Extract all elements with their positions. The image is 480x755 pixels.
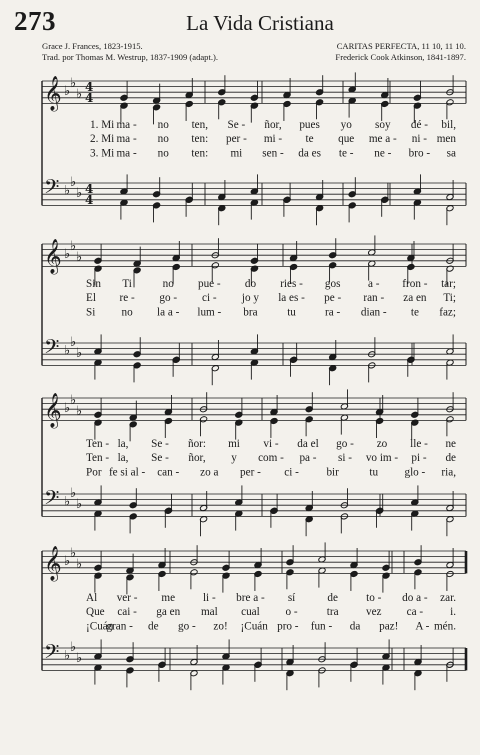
flat-icon: ♭	[76, 651, 83, 667]
lyric-syllable: 2. Mi	[90, 133, 115, 146]
lyric-syllable: ci -	[202, 292, 217, 305]
lyric-syllable: ñor:	[187, 438, 207, 450]
lyric-syllable: bre a -	[236, 592, 265, 604]
flat-icon: ♭	[64, 343, 71, 359]
lyric-syllable: gos	[324, 278, 341, 290]
time-signature-bottom: 4	[85, 91, 94, 105]
bass-clef-icon: 𝄢	[44, 486, 60, 514]
lyric-syllable: dé -	[410, 119, 428, 131]
lyric-syllable: pa -	[299, 452, 317, 465]
lyric-syllable: me	[161, 592, 176, 604]
lyric-syllable: mi -	[263, 133, 283, 146]
lyric-syllable: ni -	[411, 133, 428, 146]
flat-icon: ♭	[64, 84, 71, 100]
lyric-syllable: re -	[119, 292, 135, 305]
lyric-syllable: com -	[258, 452, 284, 465]
lyric-syllable: gran -	[106, 620, 133, 633]
lyric-syllable: faz;	[439, 306, 456, 319]
lyric-syllable: zo!	[213, 620, 228, 633]
flat-icon: ♭	[76, 87, 83, 102]
lyric-syllable: soy	[375, 119, 391, 131]
lyric-syllable: bro -	[408, 147, 431, 160]
lyric-syllable: no	[157, 147, 169, 160]
lyric-syllable: ne -	[374, 147, 392, 160]
lyric-syllable: Ti	[122, 278, 132, 290]
lyric-syllable: Ti;	[443, 292, 456, 305]
lyric-syllable: sen -	[262, 147, 284, 160]
time-signature-top: 4	[85, 182, 94, 196]
lyric-syllable: per -	[240, 466, 261, 479]
lyric-syllable: zar.	[440, 592, 456, 604]
flat-icon: ♭	[76, 186, 83, 202]
lyric-syllable: Ten -	[86, 438, 110, 450]
lyric-syllable: ne	[445, 438, 456, 450]
lyric-syllable: mi	[228, 438, 240, 450]
treble-clef-icon: 𝄞	[44, 76, 62, 111]
lyric-syllable: El	[86, 292, 96, 305]
lyric-syllable: y	[231, 452, 237, 465]
lyric-syllable: de	[147, 620, 159, 633]
lyric-syllable: per -	[225, 133, 247, 146]
flat-icon: ♭	[70, 392, 77, 408]
section-title: La Vida Cristiana	[186, 11, 334, 35]
flat-icon: ♭	[70, 75, 77, 91]
lyric-syllable: li -	[202, 592, 216, 604]
lyric-syllable: pi -	[411, 452, 427, 465]
lyric-syllable: i.	[450, 606, 456, 619]
lyric-syllable: Se -	[151, 452, 169, 465]
flat-icon: ♭	[70, 175, 77, 190]
lyric-syllable: ten:	[191, 133, 209, 146]
flat-icon: ♭	[64, 401, 71, 417]
treble-clef-icon: 𝄞	[44, 239, 62, 274]
lyric-syllable: 3. Mi	[90, 147, 115, 160]
lyric-syllable: sí	[287, 592, 296, 604]
lyric-syllable: cai -	[117, 606, 137, 619]
translator-credit: Trad. por Thomas M. Westrup, 1837-1909 (adapt.).	[42, 52, 219, 62]
lyric-syllable: ver -	[116, 592, 138, 604]
lyric-syllable: do	[244, 278, 257, 290]
lyric-syllable: tra	[326, 606, 339, 619]
tune-name: CARITAS PERFECTA, 11 10, 11 10.	[336, 41, 466, 51]
lyric-syllable: zo a	[200, 466, 219, 479]
lyric-syllable: da es	[298, 147, 321, 160]
lyric-syllable: bil,	[441, 119, 456, 131]
lyric-syllable: ma -	[116, 147, 137, 160]
lyric-syllable: no	[157, 119, 169, 131]
lyric-syllable: ma -	[116, 133, 137, 146]
lyric-syllable: tar;	[441, 278, 456, 290]
lyric-syllable: yo	[340, 119, 352, 131]
composer-credit: Frederick Cook Atkinson, 1841-1897.	[335, 52, 466, 62]
lyric-syllable: fe si al -	[108, 466, 146, 479]
lyric-syllable: Ten -	[86, 452, 110, 465]
lyric-syllable: a -	[368, 278, 380, 290]
treble-clef-icon: 𝄞	[44, 546, 62, 581]
author-credit: Grace J. Frances, 1823-1915.	[42, 41, 143, 51]
lyric-syllable: mal	[200, 606, 218, 619]
lyric-syllable: glo -	[404, 466, 426, 479]
lyric-syllable: de	[327, 592, 338, 604]
time-signature-bottom: 4	[85, 193, 94, 207]
flat-icon: ♭	[64, 554, 71, 570]
lyric-syllable: la es -	[278, 292, 305, 305]
lyric-syllable: fun -	[310, 620, 333, 633]
lyric-syllable: Que	[86, 606, 105, 619]
lyric-syllable: mén.	[433, 620, 456, 633]
bass-clef-icon: 𝄢	[44, 335, 60, 363]
lyric-syllable: ra -	[325, 306, 341, 319]
lyric-syllable: Si	[86, 306, 96, 319]
flat-icon: ♭	[70, 545, 77, 561]
lyric-syllable: ga en	[156, 606, 181, 619]
lyric-syllable: no	[157, 133, 169, 146]
lyric-syllable: la,	[117, 438, 129, 450]
lyric-syllable: go -	[178, 620, 196, 633]
lyric-syllable: ma -	[116, 119, 137, 131]
lyric-syllable: ñor,	[188, 452, 206, 465]
lyric-syllable: pro -	[277, 620, 299, 633]
lyric-syllable: o -	[285, 606, 298, 619]
lyric-syllable: que	[338, 133, 355, 146]
lyric-syllable: vo im -	[365, 452, 399, 465]
lyric-syllable: tu	[369, 466, 379, 479]
lyric-syllable: me a -	[368, 133, 397, 146]
lyric-syllable: tu	[287, 306, 296, 319]
treble-clef-icon: 𝄞	[44, 393, 62, 428]
flat-icon: ♭	[70, 486, 77, 501]
lyric-syllable: cual	[241, 606, 260, 619]
flat-icon: ♭	[70, 238, 77, 254]
lyric-syllable: can -	[157, 466, 180, 479]
flat-icon: ♭	[76, 557, 83, 572]
lyric-syllable: pues	[299, 119, 320, 131]
lyric-syllable: jo y	[241, 292, 259, 305]
lyric-syllable: sa	[446, 147, 456, 160]
lyric-syllable: to -	[366, 592, 382, 604]
lyric-syllable: ¡Cuán	[86, 620, 114, 633]
lyric-syllable: ñor,	[264, 119, 282, 131]
hymn-number: 273	[14, 6, 56, 36]
bass-clef-icon: 𝄢	[44, 175, 60, 203]
lyric-syllable: bra	[243, 306, 258, 319]
lyric-syllable: Al	[86, 592, 98, 604]
flat-icon: ♭	[64, 247, 71, 263]
lyric-syllable: fron -	[402, 278, 428, 290]
lyric-syllable: bir	[326, 466, 339, 479]
flat-icon: ♭	[76, 346, 83, 362]
lyric-syllable: A -	[415, 620, 430, 633]
lyric-syllable: Se -	[227, 119, 246, 131]
lyric-syllable: ca -	[406, 606, 424, 619]
lyric-syllable: da	[349, 620, 361, 633]
lyric-syllable: lum -	[197, 306, 222, 319]
lyric-syllable: mi	[230, 147, 243, 160]
flat-icon: ♭	[64, 648, 71, 664]
lyric-syllable: za en	[403, 292, 427, 305]
lyric-syllable: 1. Mi	[90, 119, 115, 131]
lyric-syllable: pe -	[324, 292, 342, 305]
lyric-syllable: ten:	[191, 147, 209, 160]
lyric-syllable: ci -	[284, 466, 299, 479]
lyric-syllable: da el	[297, 438, 319, 450]
lyric-syllable: no	[121, 306, 133, 319]
time-signature-top: 4	[85, 80, 94, 94]
lyric-syllable: Por	[86, 466, 102, 479]
flat-icon: ♭	[70, 640, 77, 655]
flat-icon: ♭	[70, 335, 77, 350]
lyric-syllable: dian -	[360, 306, 387, 319]
lyric-syllable: la a -	[157, 306, 180, 319]
flat-icon: ♭	[64, 183, 71, 199]
lyric-syllable: ran -	[363, 292, 385, 305]
bass-clef-icon: 𝄢	[44, 640, 60, 668]
lyric-syllable: zo	[376, 438, 388, 450]
lyric-syllable: do a -	[402, 592, 428, 604]
flat-icon: ♭	[64, 494, 71, 510]
lyric-syllable: Sin	[86, 278, 101, 290]
lyric-syllable: ¡Cuán	[240, 620, 268, 633]
lyric-syllable: te	[305, 133, 314, 146]
lyric-syllable: vi -	[263, 438, 279, 450]
lyric-syllable: la,	[117, 452, 129, 465]
lyric-syllable: Se -	[151, 438, 169, 450]
lyric-syllable: go -	[159, 292, 178, 305]
lyric-syllable: lle -	[410, 438, 428, 450]
lyric-syllable: vez	[366, 606, 382, 619]
lyric-syllable: te -	[338, 147, 354, 160]
lyric-syllable: no	[162, 278, 174, 290]
lyric-syllable: paz!	[379, 620, 399, 633]
lyric-syllable: si -	[338, 452, 352, 465]
flat-icon: ♭	[76, 250, 83, 265]
lyric-syllable: ries -	[280, 278, 303, 290]
flat-icon: ♭	[76, 404, 83, 419]
lyric-syllable: ria,	[441, 466, 456, 479]
lyric-syllable: de	[445, 452, 456, 465]
flat-icon: ♭	[76, 497, 83, 513]
lyric-syllable: men	[436, 133, 456, 146]
lyric-syllable: go -	[336, 438, 354, 450]
lyric-syllable: ten,	[191, 119, 209, 131]
lyric-syllable: pue -	[197, 278, 221, 290]
lyric-syllable: te	[410, 306, 419, 319]
